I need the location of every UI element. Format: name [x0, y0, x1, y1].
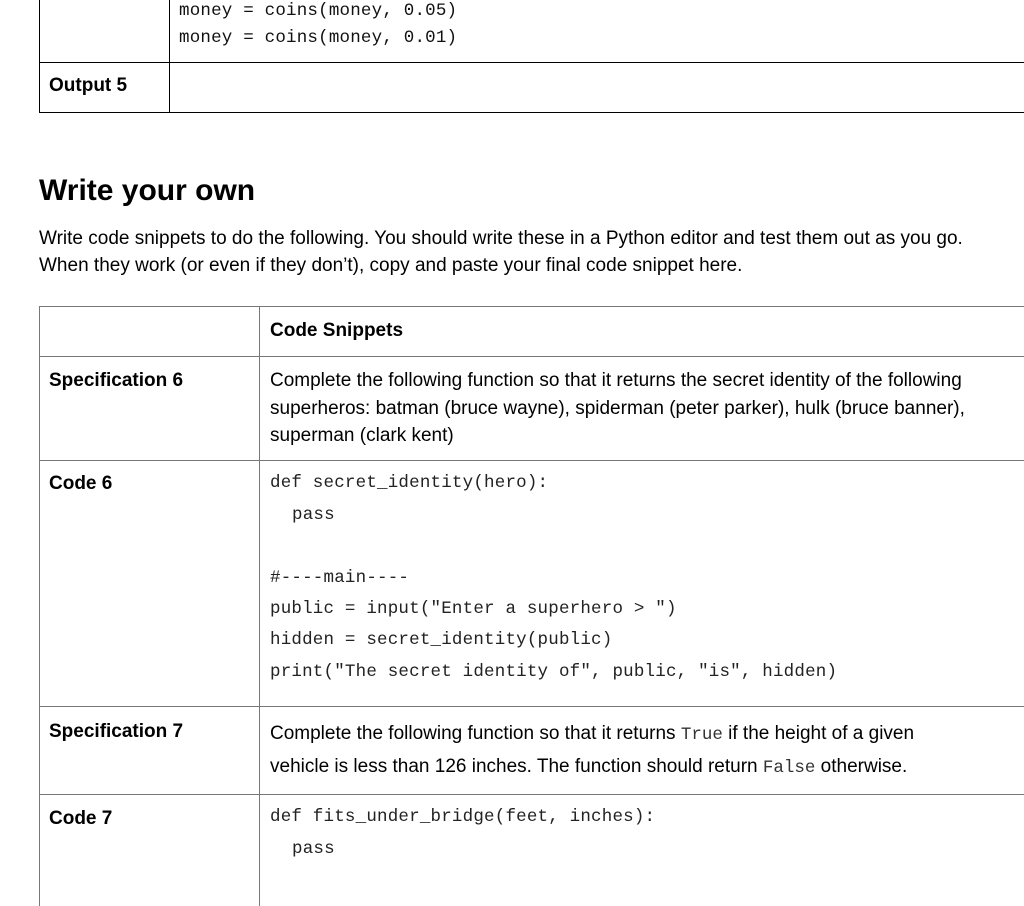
- table-border-left: [39, 0, 40, 113]
- spec-7-line: [270, 718, 1024, 751]
- code-7-label: Code 7: [49, 808, 113, 829]
- spec-7-text-part: otherwise.: [815, 756, 908, 777]
- spec-7-text-part: Complete the following function so that it returns: [270, 723, 681, 744]
- table-border-top: [39, 306, 1024, 307]
- table-row-divider: [39, 706, 1024, 707]
- table-border-left: [39, 306, 40, 906]
- code-7-line: def fits_under_bridge(feet, inches):: [270, 807, 656, 827]
- table-row-divider: [39, 460, 1024, 461]
- code-line: money = coins(money, 0.05): [179, 1, 458, 21]
- table-row-divider: [39, 794, 1024, 795]
- inline-code-false: False: [762, 758, 816, 778]
- code-6-line: print("The secret identity of", public, "is", hidden): [270, 662, 838, 682]
- code-line: money = coins(money, 0.01): [179, 28, 458, 48]
- code-7-line: pass: [292, 839, 335, 859]
- code-6-line: hidden = secret_identity(public): [270, 630, 613, 650]
- code-snippets-table: [39, 306, 1024, 906]
- table-row-divider: [39, 356, 1024, 357]
- previous-exercise-table: [39, 0, 1024, 113]
- spec-7-line: [270, 751, 1024, 784]
- table-column-divider: [259, 306, 260, 906]
- inline-code-true: True: [680, 725, 723, 745]
- code-6-label: Code 6: [49, 473, 113, 494]
- code-6-line: #----main----: [270, 568, 410, 588]
- spec-6-line: superman (clark kent): [270, 425, 454, 446]
- code-6-line: pass: [292, 505, 335, 525]
- spec-6-line: superheros: batman (bruce wayne), spiderman (peter parker), hulk (bruce banner),: [270, 397, 965, 419]
- intro-text-line-2: When they work (or even if they don’t), copy and paste your final code snippet here.: [39, 255, 743, 276]
- spec-6-line: Complete the following function so that it returns the secret identity of the following: [270, 370, 962, 391]
- table-header: Code Snippets: [270, 320, 404, 341]
- section-heading: Write your own: [39, 174, 256, 207]
- intro-text-line-1: Write code snippets to do the following. You should write these in a Python editor and test them out as you go.: [39, 228, 963, 249]
- output-5-label: Output 5: [49, 75, 128, 96]
- spec-7-text-part: if the height of a given: [722, 723, 915, 744]
- spec-6-label: Specification 6: [49, 370, 184, 391]
- code-6-line: public = input("Enter a superhero > "): [270, 599, 677, 619]
- spec-6-text: [270, 367, 1024, 450]
- table-column-divider: [169, 0, 170, 113]
- table-row-divider: [39, 62, 1024, 63]
- spec-7-text: [270, 718, 1024, 784]
- spec-7-label: Specification 7: [49, 721, 184, 742]
- spec-7-text-part: vehicle is less than 126 inches. The function should return: [270, 756, 763, 777]
- code-6-line: def secret_identity(hero):: [270, 473, 549, 493]
- table-border-bottom: [39, 112, 1024, 113]
